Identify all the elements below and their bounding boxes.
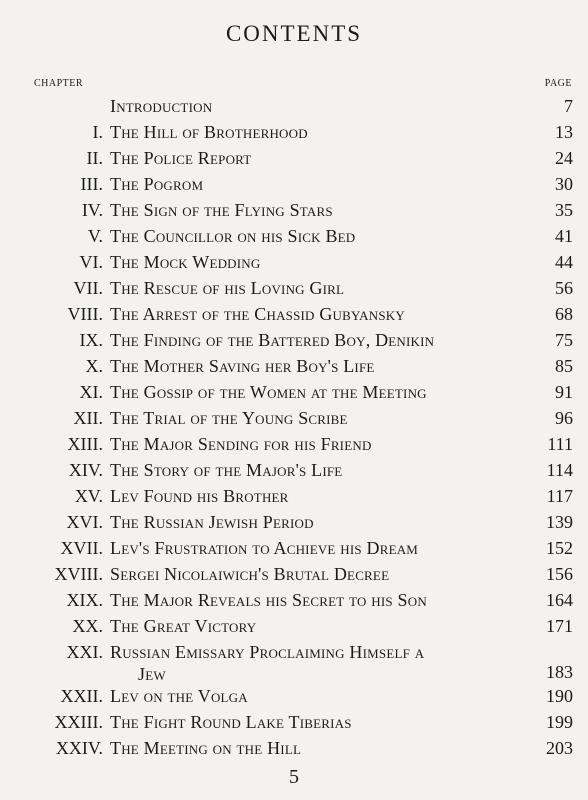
- toc-row: [0, 457, 588, 483]
- toc-row: [0, 353, 588, 379]
- chapter-title: The Major Reveals his Secret to his Son: [110, 590, 427, 610]
- chapter-title: The Mock Wedding: [110, 252, 261, 272]
- chapter-number: XX.: [72, 616, 103, 636]
- toc-row: [0, 587, 588, 613]
- page-number: 13: [555, 122, 573, 142]
- toc-row: [0, 535, 588, 561]
- toc-row: [0, 709, 588, 735]
- page-number: 199: [546, 712, 573, 732]
- toc-row: [0, 639, 588, 683]
- chapter-title: The Pogrom: [110, 174, 204, 194]
- chapter-number: V.: [87, 226, 103, 246]
- toc-row: [0, 509, 588, 535]
- chapter-title: Lev on the Volga: [110, 686, 248, 706]
- chapter-number: IV.: [81, 200, 103, 220]
- toc-row: [0, 249, 588, 275]
- chapter-title: Lev's Frustration to Achieve his Dream: [110, 538, 419, 558]
- page-number: 152: [546, 538, 573, 558]
- page-number: 91: [555, 382, 573, 402]
- toc-row: [0, 119, 588, 145]
- chapter-title: The Story of the Major's Life: [110, 460, 343, 480]
- page-number: 96: [555, 408, 573, 428]
- chapter-title-continuation: Jew: [138, 664, 166, 684]
- chapter-number: XVI.: [66, 512, 103, 532]
- page-number: 203: [546, 738, 573, 758]
- page-number: 56: [555, 278, 573, 298]
- chapter-title: The Russian Jewish Period: [110, 512, 314, 532]
- page-number: 41: [555, 226, 573, 246]
- chapter-number: XIII.: [67, 434, 103, 454]
- chapter-number: XVIII.: [54, 564, 103, 584]
- chapter-number: IX.: [79, 330, 103, 350]
- page-column-label: PAGE: [544, 78, 572, 89]
- chapter-number: XII.: [73, 408, 103, 428]
- chapter-column-label: CHAPTER: [34, 78, 84, 89]
- chapter-number: VIII.: [67, 304, 103, 324]
- folio-page-number: 5: [289, 766, 299, 788]
- chapter-number: III.: [80, 174, 103, 194]
- page-number: 44: [555, 252, 573, 272]
- chapter-title: The Meeting on the Hill: [110, 738, 302, 758]
- chapter-title: [110, 641, 520, 685]
- toc-row: [0, 171, 588, 197]
- chapter-number: XI.: [79, 382, 103, 402]
- chapter-title: The Major Sending for his Friend: [110, 434, 372, 454]
- toc-row: [0, 483, 588, 509]
- chapter-number: XXII.: [60, 686, 103, 706]
- toc-row: [0, 301, 588, 327]
- chapter-title: The Rescue of his Loving Girl: [110, 278, 345, 298]
- table-of-contents: [0, 93, 588, 761]
- page-number: 85: [555, 356, 573, 376]
- toc-row: [0, 405, 588, 431]
- chapter-number: XXIII.: [54, 712, 103, 732]
- chapter-title: The Finding of the Battered Boy, Denikin: [110, 330, 435, 350]
- toc-row: [0, 275, 588, 301]
- page-number: 139: [546, 512, 573, 532]
- page-number: 68: [555, 304, 573, 324]
- chapter-number: XIV.: [68, 460, 103, 480]
- chapter-number: XXI.: [66, 642, 103, 662]
- chapter-title: Sergei Nicolaiwich's Brutal Decree: [110, 564, 390, 584]
- chapter-number: X.: [85, 356, 103, 376]
- page-number: 164: [546, 590, 573, 610]
- chapter-number: XXIV.: [55, 738, 103, 758]
- chapter-title: The Great Victory: [110, 616, 257, 636]
- chapter-title: Lev Found his Brother: [110, 486, 289, 506]
- chapter-number: VII.: [73, 278, 103, 298]
- toc-row: [0, 223, 588, 249]
- chapter-title: Introduction: [110, 96, 213, 116]
- toc-row: [0, 197, 588, 223]
- chapter-title: The Councillor on his Sick Bed: [110, 226, 356, 246]
- toc-row: [0, 93, 588, 119]
- chapter-number: XVII.: [60, 538, 103, 558]
- chapter-number: XIX.: [66, 590, 103, 610]
- page-number: 75: [555, 330, 573, 350]
- chapter-title: The Police Report: [110, 148, 252, 168]
- page-number: 183: [546, 662, 573, 682]
- chapter-title: The Sign of the Flying Stars: [110, 200, 333, 220]
- toc-row: [0, 379, 588, 405]
- page-number: 7: [564, 96, 573, 116]
- toc-row: [0, 735, 588, 761]
- page-number: 30: [555, 174, 573, 194]
- chapter-title-line: Russian Emissary Proclaiming Himself a: [110, 642, 425, 662]
- chapter-title: The Arrest of the Chassid Gubyansky: [110, 304, 405, 324]
- toc-row: [0, 431, 588, 457]
- toc-row: [0, 613, 588, 639]
- page-number: 35: [555, 200, 573, 220]
- page-number: 111: [547, 434, 573, 454]
- toc-row: [0, 145, 588, 171]
- page-number: 117: [546, 486, 573, 506]
- page-number: 171: [546, 616, 573, 636]
- page-title: CONTENTS: [225, 21, 363, 46]
- page-number: 114: [546, 460, 573, 480]
- toc-row: [0, 561, 588, 587]
- chapter-number: XV.: [74, 486, 103, 506]
- chapter-title: The Gossip of the Women at the Meeting: [110, 382, 427, 402]
- chapter-title: The Trial of the Young Scribe: [110, 408, 348, 428]
- chapter-number: II.: [86, 148, 103, 168]
- page-number: 190: [546, 686, 573, 706]
- toc-row: [0, 327, 588, 353]
- chapter-title: The Fight Round Lake Tiberias: [110, 712, 352, 732]
- chapter-number: VI.: [79, 252, 103, 272]
- page-number: 156: [546, 564, 573, 584]
- chapter-title: The Mother Saving her Boy's Life: [110, 356, 375, 376]
- chapter-title: The Hill of Brotherhood: [110, 122, 308, 142]
- chapter-number: I.: [92, 122, 103, 142]
- toc-row: [0, 683, 588, 709]
- page-number: 24: [555, 148, 573, 168]
